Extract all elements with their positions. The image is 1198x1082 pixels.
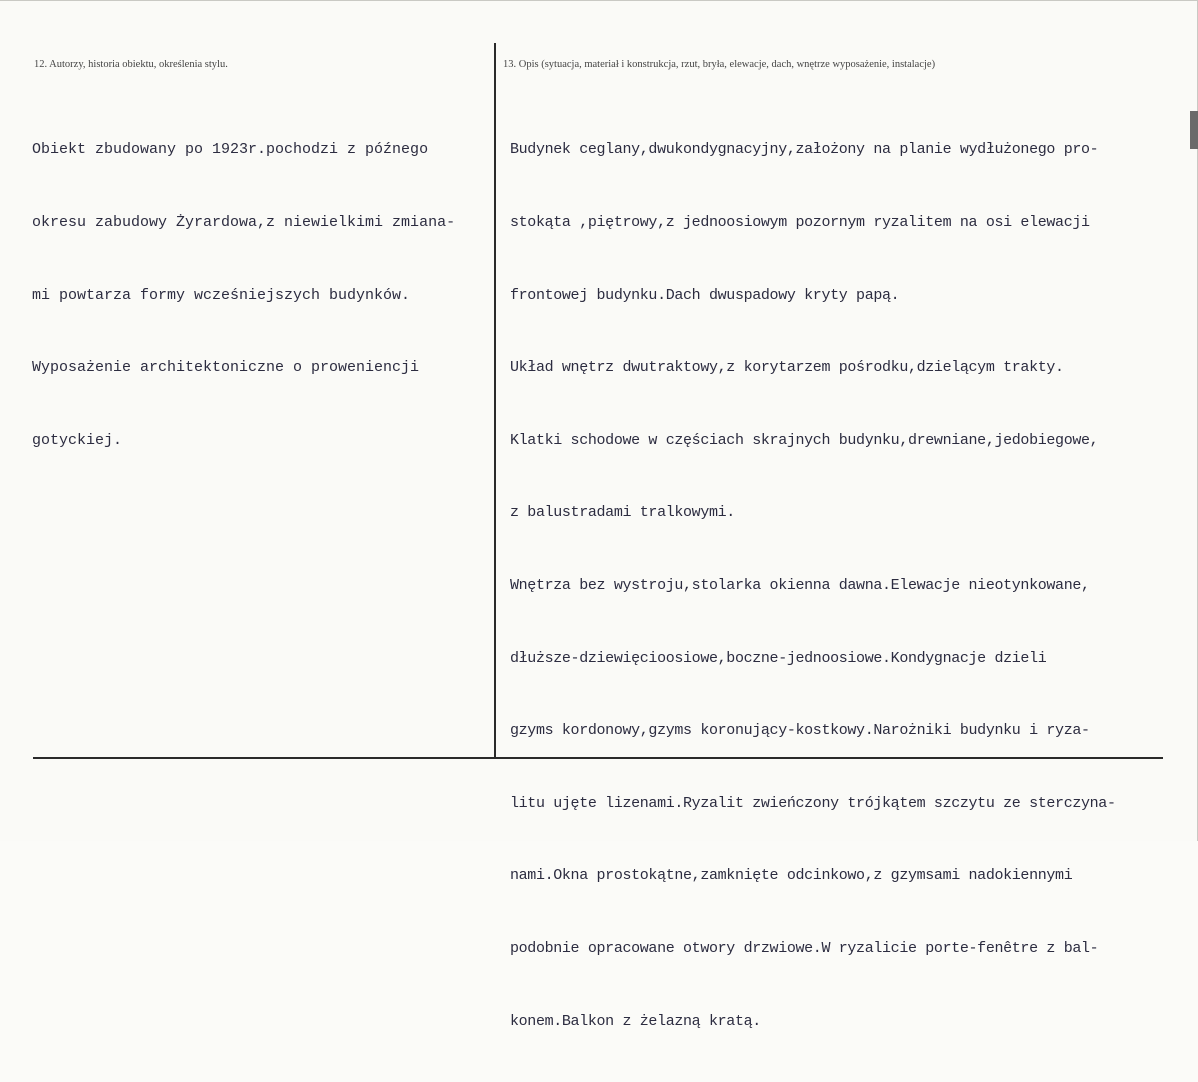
section-13-header: 13. Opis (sytuacja, materiał i konstrukcja, rzut, bryła, elewacje, dach, wnętrze wyposażenie, instalacje) (503, 59, 936, 70)
column-divider (494, 43, 496, 759)
typed-line: litu ujęte lizenami.Ryzalit zwieńczony trójkątem szczytu ze sterczyna- (510, 794, 1116, 812)
typed-line: frontowej budynku.Dach dwuspadowy kryty papą. (510, 286, 900, 304)
typed-line: Klatki schodowe w częściach skrajnych budynku,drewniane,jedobiegowe, (510, 431, 1099, 449)
description-text (510, 90, 1116, 1082)
typed-line: stokąta ,piętrowy,z jednoosiowym pozornym ryzalitem na osi elewacji (510, 214, 1090, 231)
typed-line: Wyposażenie architektoniczne o prowenienсji (32, 359, 420, 377)
typed-line: podobnie opracowane otwory drzwiowe.W ryzalicie porte-fenêtre z bal- (510, 939, 1099, 957)
typed-line: Budynek ceglany,dwukondygnacyjny,założony na planie wydłużonego pro- (510, 141, 1099, 159)
typed-line: okresu zabudowy Żyrardowa,z niewielkimi zmiana- (32, 214, 456, 231)
typed-line: mi powtarza formy wcześniejszych budynków. (32, 286, 411, 304)
typed-line: gotyckiej. (32, 431, 123, 449)
typed-line: Wnętrza bez wystroju,stolarka okienna dawna.Elewacje nieotynkowane, (510, 576, 1090, 594)
authors-history-text (32, 90, 455, 501)
typed-line: nami.Okna prostokątne,zamknięte odcinkowo,z gzymsami nadokiennymi (510, 867, 1073, 885)
typed-line: z balustradami tralkowymi. (510, 504, 735, 522)
section-12-header: 12. Autorzy, historia obiektu, określenia stylu. (34, 59, 228, 70)
typed-line: Obiekt zbudowany po 1923r.pochodzi z późnego (32, 141, 429, 159)
card-edge-tab (1190, 111, 1198, 149)
typed-line: gzyms kordonowy,gzyms koronujący-kostkowy.Narożniki budynku i ryza- (510, 722, 1090, 740)
typed-line: Układ wnętrz dwutraktowy,z korytarzem pośrodku,dzielącym trakty. (510, 359, 1064, 377)
typed-line: konem.Balkon z żelazną kratą. (510, 1012, 761, 1030)
typed-line: dłuższe-dziewięcioosiowe,boczne-jednoosiowe.Kondygnacje dzieli (510, 649, 1047, 667)
